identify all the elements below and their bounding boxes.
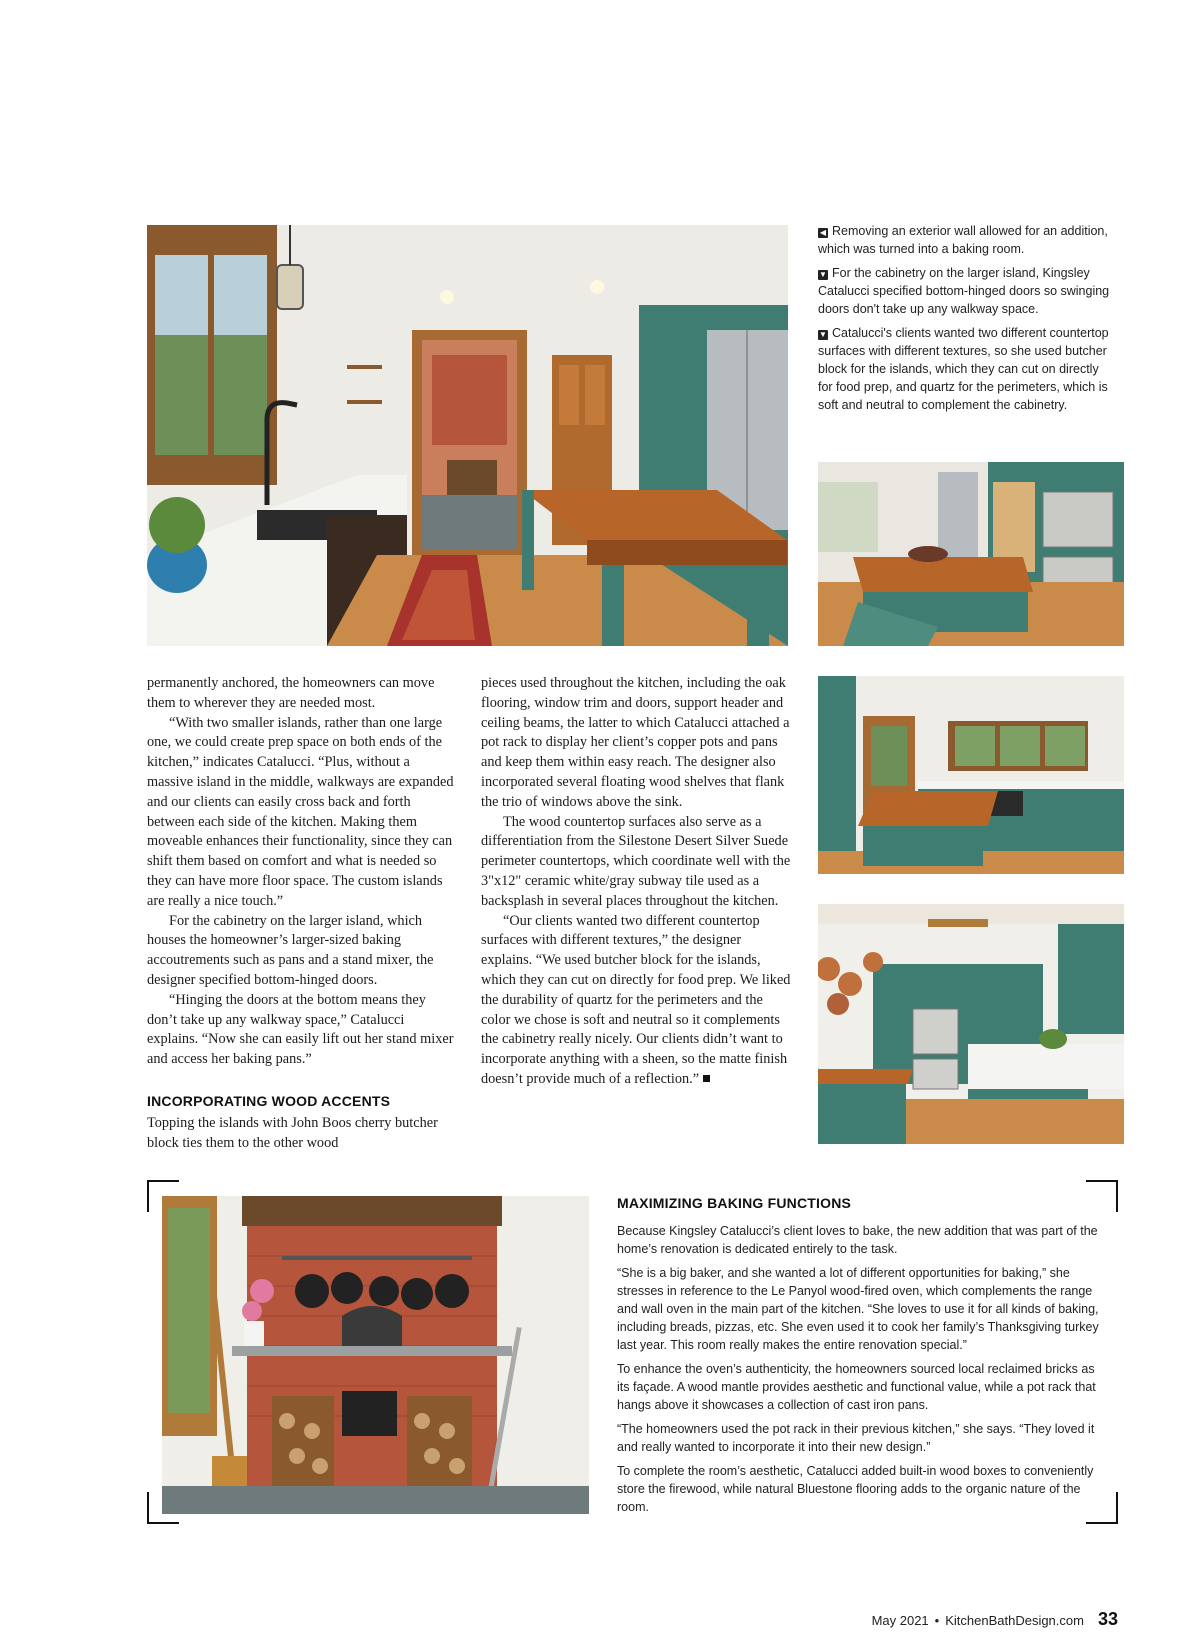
paragraph: pieces used throughout the kitchen, including the oak flooring, window trim and doors, support header and ceiling beams, the latter to which Catalucci attached a pot rack to display her client’s copper pots and pans and keep them within easy reach. The designer also incorporated several floating wood shelves that flank the trio of windows above the sink.: [481, 675, 790, 810]
paragraph: For the cabinetry on the larger island, which houses the homeowner’s larger-sized baking accoutrements such as pans and a stand mixer, the designer specified bottom-hinged doors.: [147, 912, 434, 988]
sink-wall-photo: [818, 676, 1124, 874]
sidebar-baking: [617, 1194, 1107, 1522]
paragraph: Topping the islands with John Boos cherry butcher block ties them to the other wood: [147, 1114, 438, 1151]
caption-1: [818, 222, 1110, 258]
paragraph: “With two smaller islands, rather than one large one, we could create prep space on both ends of the kitchen,” indicates Catalucci. “Plus, without a massive island in the middle, walkways are expanded and our clients can easily cross back and forth between each side of the kitchen. Making them moveable enhances their functionality, since they can shift them based on comfort and what is needed so they can have more floor space. The custom islands are really a nice touch.”: [147, 714, 454, 909]
arrow-down-icon: ▼: [819, 270, 827, 279]
caption-2-text: For the cabinetry on the larger island, Kingsley Catalucci specified bottom-hinged doors so swinging doors don't take up any walkway space.: [818, 266, 1110, 316]
sidebar-paragraph: “The homeowners used the pot rack in their previous kitchen,” she says. “They loved it and really wanted to incorporate it into their new design.”: [617, 1422, 1095, 1454]
paragraph: [481, 912, 795, 1090]
arrow-down-icon: ▼: [819, 330, 827, 339]
baking-room-photo: [162, 1196, 589, 1514]
paragraph: “Hinging the doors at the bottom means they don’t take up any walkway space,” Catalucci explains. “Now she can easily lift out her stand mixer and access her baking pans.”: [147, 991, 454, 1068]
caption-3-text: Catalucci's clients wanted two different countertop surfaces with different textures, so she used butcher block for the islands, which they can cut on directly for food prep, and quartz for the perimeters, which is soft and neutral to complement the cabinetry.: [818, 326, 1109, 412]
sidebar-paragraph: To enhance the oven’s authenticity, the homeowners sourced local reclaimed bricks as its façade. A wood mantle provides aesthetic and functional value, while a pot rack that hangs above it showcases a collection of cast iron pans.: [617, 1362, 1096, 1412]
page-footer: [872, 1609, 1118, 1630]
site-link[interactable]: KitchenBathDesign.com: [945, 1613, 1084, 1628]
arrow-left-icon: ◀: [819, 228, 827, 237]
paragraph: permanently anchored, the homeowners can move them to wherever they are needed most.: [147, 675, 435, 711]
paragraph: The wood countertop surfaces also serve as a differentiation from the Silestone Desert Silver Suede perimeter countertops, which coordinate well with the 3"x12" ceramic white/gray subway tile used as a backsplash in several places throughout the kitchen.: [481, 813, 791, 909]
island-ovens-photo: [818, 462, 1124, 646]
article-column-1: [147, 674, 459, 1153]
photo-captions: [818, 222, 1110, 420]
sidebar-title: MAXIMIZING BAKING FUNCTIONS: [617, 1195, 852, 1211]
pot-rack-photo: [818, 904, 1124, 1144]
page-number: 33: [1097, 1609, 1118, 1629]
caption-2: [818, 264, 1110, 318]
article-column-2: [481, 674, 795, 1090]
sidebar-paragraph: Because Kingsley Catalucci’s client loves to bake, the new addition that was part of the home’s renovation is dedicated entirely to the task.: [617, 1224, 1098, 1256]
subhead-wood-accents: INCORPORATING WOOD ACCENTS: [147, 1092, 391, 1109]
end-mark-icon: [703, 1075, 710, 1082]
sidebar-paragraph: To complete the room’s aesthetic, Catalucci added built-in wood boxes to conveniently store the firewood, while natural Bluestone flooring adds to the organic nature of the room.: [617, 1464, 1094, 1514]
caption-3: [818, 324, 1110, 414]
footer-separator: •: [934, 1613, 940, 1628]
caption-1-text: Removing an exterior wall allowed for an addition, which was turned into a baking room.: [818, 224, 1108, 256]
sidebar-paragraph: “She is a big baker, and she wanted a lot of different opportunities for baking,” she stresses in reference to the Le Panyol wood-fired oven, which complements the range and wall oven in the main part of the kitchen. “She loves to use it for all kinds of baking, including breads, pizzas, etc. She even used it to cook her family’s Thanksgiving turkey last year. This room really makes the entire renovation special.”: [617, 1266, 1099, 1352]
paragraph-text: “Our clients wanted two different countertop surfaces with different textures,” the designer explains. “We used butcher block for the islands, which they can cut on directly for food prep. We liked the durability of quartz for the perimeters and the color we chose is soft and neutral so it complements the cabinetry really nicely. Our clients didn’t want to incorporate anything with a sheen, so the matte finish doesn’t provide much of a reflection.”: [481, 912, 791, 1087]
issue-date: May 2021: [871, 1613, 929, 1628]
main-kitchen-photo: [147, 225, 788, 646]
